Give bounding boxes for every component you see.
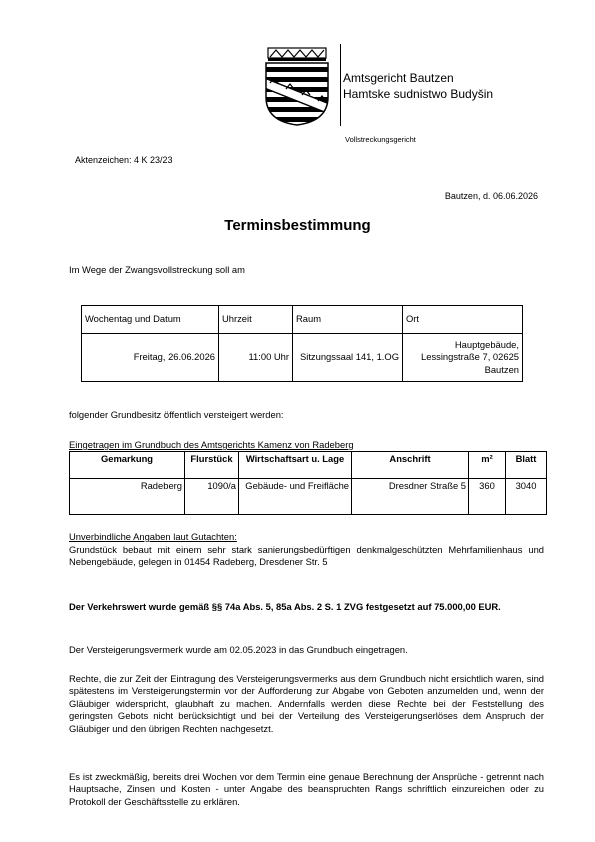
rights-paragraph: Rechte, die zur Zeit der Eintragung des Versteigerungsvermerks aus dem Grundbuch nicht ersichtlich waren, sind spätestens im Versteigerungstermin vor der Aufforderung zur Abgabe von Geboten anzumelden und, wenn der Gläubiger widerspricht, glaubhaft zu machen. Andernfalls werden diese Rechte bei der Feststellung des geringsten Gebots nicht berücksichtigt und bei der Verteilung des Versteigerungserlöses dem Anspruch der Gläubiger und den übrigen Rechten nachgesetzt. bbox=[69, 673, 544, 734]
cell-flurstueck: 1090/a bbox=[185, 479, 239, 515]
cell-gemarkung: Radeberg bbox=[70, 479, 185, 515]
advice-paragraph: Es ist zweckmäßig, bereits drei Wochen vor dem Termin eine genaue Berechnung der Ansprüche - getrennt nach Hauptsache, Zinsen und Kosten - unter Angabe des beanspruchten Rangs schriftlich einzureichen oder zu Protokoll der Geschäftsstelle zu erklären. bbox=[69, 771, 544, 807]
property-table bbox=[69, 451, 547, 515]
case-reference: Aktenzeichen: 4 K 23/23 bbox=[75, 155, 173, 165]
cell-room: Sitzungssaal 141, 1.OG bbox=[293, 334, 403, 382]
header-room: Raum bbox=[293, 306, 403, 334]
cell-wirtschaftsart: Gebäude- und Freifläche bbox=[239, 479, 352, 515]
header-blatt: Blatt bbox=[506, 452, 547, 479]
court-name-german: Amtsgericht Bautzen bbox=[343, 71, 454, 85]
header-date: Wochentag und Datum bbox=[82, 306, 219, 334]
court-department: Vollstreckungsgericht bbox=[345, 135, 416, 144]
cell-date: Freitag, 26.06.2026 bbox=[82, 334, 219, 382]
header-time: Uhrzeit bbox=[219, 306, 293, 334]
saxony-coat-of-arms-logo bbox=[262, 45, 332, 127]
cell-area: 360 bbox=[469, 479, 506, 515]
document-title: Terminsbestimmung bbox=[224, 217, 371, 234]
court-name-sorbian: Hamtske sudnistwo Budyšin bbox=[343, 87, 494, 101]
header-gemarkung: Gemarkung bbox=[70, 452, 185, 479]
auction-sentence: folgender Grundbesitz öffentlich versteigert werden: bbox=[69, 409, 284, 420]
cell-location: Hauptgebäude, Lessingstraße 7, 02625 Bautzen bbox=[403, 334, 523, 382]
cell-anschrift: Dresdner Straße 5 bbox=[352, 479, 469, 515]
header-location: Ort bbox=[403, 306, 523, 334]
land-register-line: Eingetragen im Grundbuch des Amtsgerichts Kamenz von Radeberg bbox=[69, 439, 354, 450]
place-and-date: Bautzen, d. 06.06.2026 bbox=[444, 191, 538, 201]
details-heading: Unverbindliche Angaben laut Gutachten: bbox=[69, 531, 237, 542]
details-text: Grundstück bebaut mit einem sehr stark sanierungsbedürftigen denkmalgeschützten Mehrfamilienhaus und Nebengebäude, gelegen in 01454 Radeberg, Dresdener Str. 5 bbox=[69, 544, 544, 568]
header-area: m² bbox=[469, 452, 506, 479]
header-flurstueck: Flurstück bbox=[185, 452, 239, 479]
letterhead-divider bbox=[340, 44, 341, 126]
intro-sentence: Im Wege der Zwangsvollstreckung soll am bbox=[69, 264, 245, 275]
register-note: Der Versteigerungsvermerk wurde am 02.05.2023 in das Grundbuch eingetragen. bbox=[69, 644, 408, 655]
header-anschrift: Anschrift bbox=[352, 452, 469, 479]
market-value-text: Der Verkehrswert wurde gemäß §§ 74a Abs. 5, 85a Abs. 2 S. 1 ZVG festgesetzt auf 75.000,00 EUR. bbox=[69, 601, 501, 612]
cell-blatt: 3040 bbox=[506, 479, 547, 515]
header-wirtschaftsart: Wirtschaftsart u. Lage bbox=[239, 452, 352, 479]
appointment-table bbox=[81, 305, 523, 382]
cell-time: 11:00 Uhr bbox=[219, 334, 293, 382]
